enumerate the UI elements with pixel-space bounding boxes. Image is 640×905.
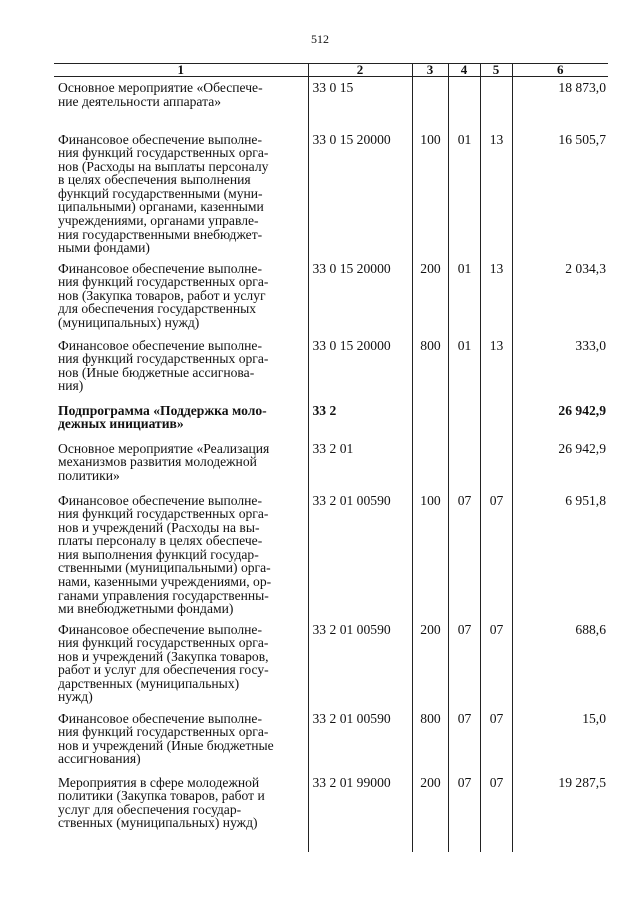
- row-amount-cell: 18 873,0: [512, 77, 608, 129]
- row-section-cell: [448, 77, 480, 129]
- budget-table: [54, 63, 608, 852]
- row-amount-cell: 333,0: [512, 335, 608, 400]
- row-name-cell: Финансовое обеспечение выполне- ния функций государственных орга- нов (Расходы на выплаты персоналу в целях обеспечения выполнения функций государственными (муни- ципальными) органами, казенными учреждениями, органами управле- ния государственными внебюджет- ными фондами): [58, 131, 269, 256]
- row-subsection-cell: 07: [480, 490, 512, 619]
- row-expense-type-cell: [412, 438, 448, 490]
- row-section-cell: 07: [448, 772, 480, 852]
- row-amount-cell: 26 942,9: [512, 400, 608, 438]
- row-code-cell: 33 2 01 00590: [308, 619, 412, 708]
- row-expense-type-cell: [412, 400, 448, 438]
- table-row: [54, 438, 608, 490]
- row-name-cell: Мероприятия в сфере молодежной политики (Закупка товаров, работ и услуг для обеспечения государ- ственных (муниципальных) нужд): [58, 774, 265, 831]
- row-subsection-cell: 07: [480, 619, 512, 708]
- row-name-cell: Финансовое обеспечение выполне- ния функций государственных орга- нов (Иные бюджетные ассигнова- ния): [58, 337, 269, 394]
- row-section-cell: 01: [448, 129, 480, 258]
- row-amount-cell: 2 034,3: [512, 258, 608, 335]
- column-header: 1: [54, 64, 308, 77]
- row-subsection-cell: 13: [480, 335, 512, 400]
- row-code-cell: 33 0 15: [308, 77, 412, 129]
- row-code-cell: 33 2: [308, 400, 412, 438]
- row-name-cell: Финансовое обеспечение выполне- ния функций государственных орга- нов и учреждений (Расходы на вы- платы персоналу в целях обеспече- ния выполнения функций государ- ственными (муниципальными) орга- нами, казенными учреждениями, ор- ганами управления государственны- ми внебюджетными фондами): [58, 492, 272, 617]
- row-code-cell: 33 0 15 20000: [308, 335, 412, 400]
- row-name-cell: Финансовое обеспечение выполне- ния функций государственных орга- нов (Закупка товаров, работ и услуг для обеспечения государственных (муниципальных) нужд): [58, 260, 269, 330]
- table-header-row: [54, 64, 608, 77]
- table-row: [54, 129, 608, 258]
- row-subsection-cell: [480, 77, 512, 129]
- row-section-cell: [448, 400, 480, 438]
- row-name-cell: Подпрограмма «Поддержка моло- дежных инициатив»: [58, 402, 267, 432]
- row-expense-type-cell: 200: [412, 772, 448, 852]
- table-row: [54, 708, 608, 772]
- column-header: 5: [480, 64, 512, 77]
- row-name-cell: Финансовое обеспечение выполне- ния функций государственных орга- нов и учреждений (Закупка товаров, работ и услуг для обеспечения госу- дарственных (муниципальных) нужд): [58, 621, 269, 705]
- row-amount-cell: 26 942,9: [512, 438, 608, 490]
- row-section-cell: 01: [448, 258, 480, 335]
- row-code-cell: 33 2 01 00590: [308, 490, 412, 619]
- column-header: 4: [448, 64, 480, 77]
- row-amount-cell: 19 287,5: [512, 772, 608, 852]
- row-amount-cell: 688,6: [512, 619, 608, 708]
- row-name-cell: Основное мероприятие «Обеспече- ние деятельности аппарата»: [58, 80, 263, 109]
- table-body: [54, 77, 608, 852]
- column-header: 6: [512, 64, 608, 77]
- row-subsection-cell: 13: [480, 258, 512, 335]
- row-expense-type-cell: 200: [412, 619, 448, 708]
- row-section-cell: 07: [448, 619, 480, 708]
- row-expense-type-cell: 200: [412, 258, 448, 335]
- row-code-cell: 33 2 01: [308, 438, 412, 490]
- row-amount-cell: 16 505,7: [512, 129, 608, 258]
- row-subsection-cell: 07: [480, 772, 512, 852]
- table-row: [54, 400, 608, 438]
- table-row: [54, 258, 608, 335]
- row-subsection-cell: [480, 438, 512, 490]
- column-header: 2: [308, 64, 412, 77]
- table-row: [54, 77, 608, 129]
- row-expense-type-cell: 100: [412, 129, 448, 258]
- row-expense-type-cell: 800: [412, 708, 448, 772]
- row-expense-type-cell: 800: [412, 335, 448, 400]
- row-subsection-cell: [480, 400, 512, 438]
- page-number: 512: [311, 32, 329, 46]
- row-code-cell: 33 2 01 99000: [308, 772, 412, 852]
- row-amount-cell: 15,0: [512, 708, 608, 772]
- table-row: [54, 335, 608, 400]
- row-subsection-cell: 07: [480, 708, 512, 772]
- table-row: [54, 619, 608, 708]
- column-header: 3: [412, 64, 448, 77]
- row-subsection-cell: 13: [480, 129, 512, 258]
- row-section-cell: [448, 438, 480, 490]
- row-expense-type-cell: 100: [412, 490, 448, 619]
- row-name-cell: Основное мероприятие «Реализация механизмов развития молодежной политики»: [58, 440, 270, 483]
- row-section-cell: 07: [448, 490, 480, 619]
- row-code-cell: 33 0 15 20000: [308, 258, 412, 335]
- row-name-cell: Финансовое обеспечение выполне- ния функций государственных орга- нов и учреждений (Иные бюджетные ассигнования): [58, 710, 274, 767]
- table-row: [54, 490, 608, 619]
- row-section-cell: 01: [448, 335, 480, 400]
- row-amount-cell: 6 951,8: [512, 490, 608, 619]
- row-code-cell: 33 0 15 20000: [308, 129, 412, 258]
- table-row: [54, 772, 608, 852]
- row-expense-type-cell: [412, 77, 448, 129]
- row-code-cell: 33 2 01 00590: [308, 708, 412, 772]
- row-section-cell: 07: [448, 708, 480, 772]
